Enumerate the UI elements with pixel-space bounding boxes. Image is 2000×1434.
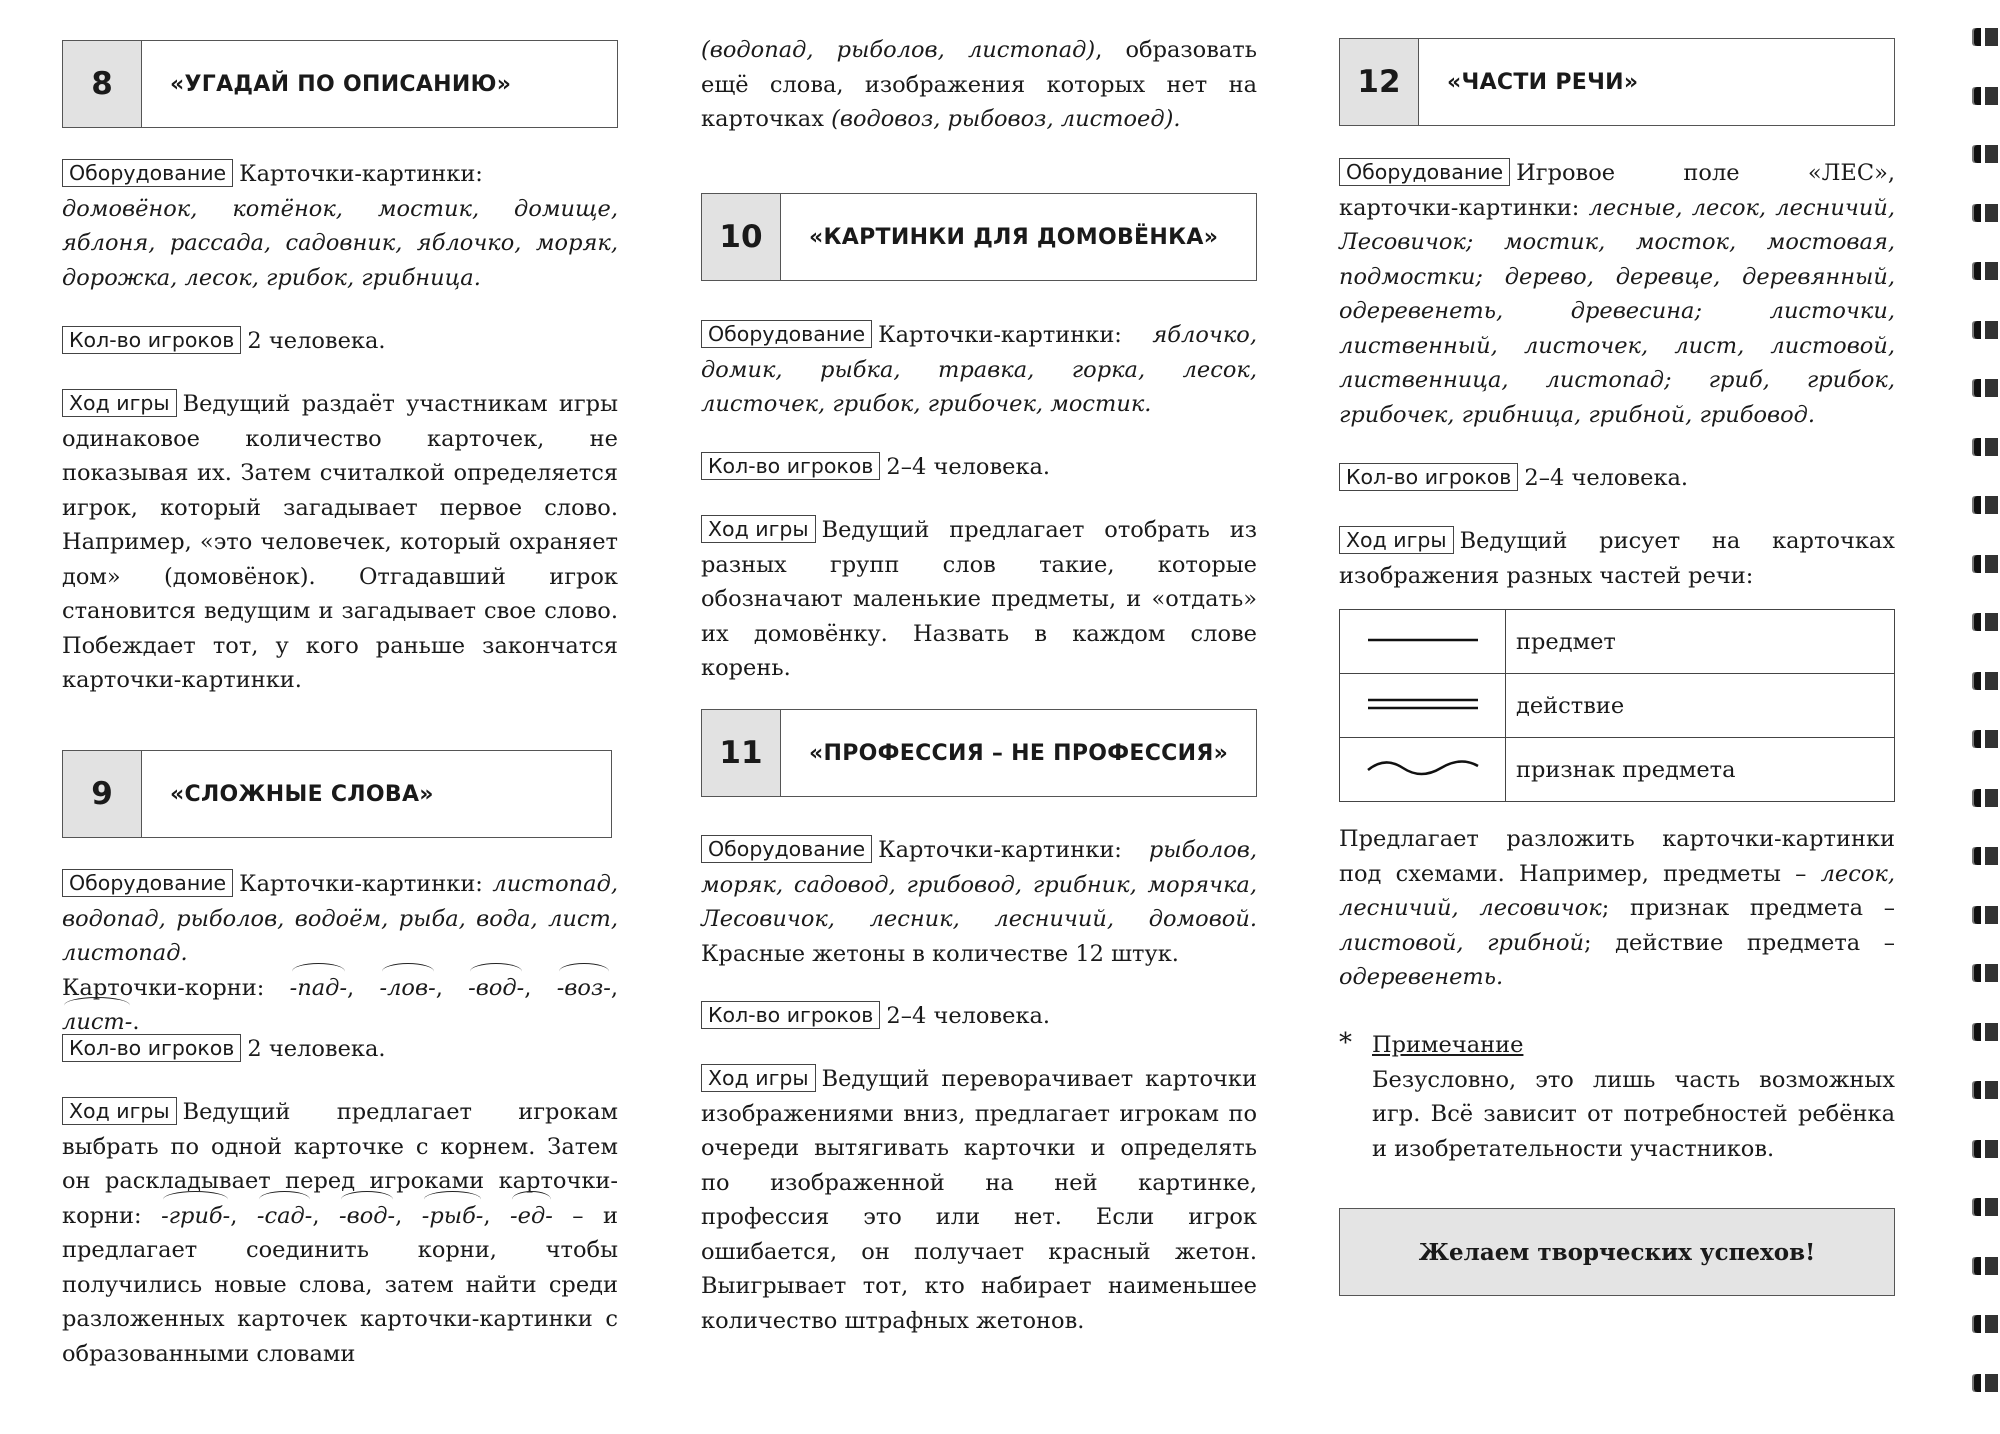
wish-banner: Желаем творческих успехов! [1339, 1208, 1895, 1296]
note-title: Примечание [1372, 1032, 1524, 1058]
game-11-number: 11 [702, 710, 781, 796]
spiral-ring [1974, 730, 1998, 748]
game-8-equipment-intro: Карточки-картинки: [239, 161, 483, 187]
game-9-players-value: 2 человека. [247, 1036, 386, 1062]
game-9-course-b: – и предлагает соединить корни, чтобы получились новые слова, затем найти среди разложенных карточек карточки-картинки с образованными словами [62, 1202, 618, 1367]
game-9-course-a: Ведущий предлагает игрокам выбрать по одной карточке с корнем. Затем он раскладывает перед игроками карточки-корни: [62, 1099, 618, 1229]
spiral-ring [1974, 87, 1998, 105]
game-12-after-action: одеревенеть. [1339, 964, 1504, 990]
course-tag: Ход игры [701, 515, 816, 543]
spiral-ring [1974, 204, 1998, 222]
game-10-equipment-items: яблочко, домик, рыбка, травка, горка, лесок, листочек, грибок, грибочек, мостик. [701, 322, 1257, 417]
game-8-players-value: 2 человека. [247, 328, 386, 354]
legend-label: действие [1506, 674, 1895, 738]
game-10-number: 10 [702, 194, 781, 280]
players-tag: Кол-во игроков [62, 1034, 241, 1062]
game-9-roots-intro: Карточки-корни: [62, 974, 265, 1001]
spiral-ring [1974, 145, 1998, 163]
game-12-course-text: Ведущий рисует на карточках изображения разных частей речи: [1339, 528, 1895, 589]
game-9-course-examples: (водопад, рыболов, листопад) [701, 37, 1096, 63]
course-tag: Ход игры [62, 1097, 177, 1125]
spiral-ring [1974, 789, 1998, 807]
root-card: -вод- [468, 971, 524, 1006]
game-9-course-examples2: (водовоз, рыбовоз, листоед). [831, 106, 1181, 132]
spiral-ring [1974, 262, 1998, 280]
game-8-equipment-items: домовёнок, котёнок, мостик, домище, яблоня, рассада, садовник, яблочко, моряк, дорожка, лесок, грибок, грибница. [62, 195, 618, 291]
root-card: -сад- [257, 1199, 312, 1234]
game-11-header [701, 709, 1257, 797]
game-12-course [1339, 524, 1895, 593]
spiral-ring [1974, 1257, 1998, 1275]
spiral-ring [1974, 28, 1998, 46]
spiral-ring [1974, 321, 1998, 339]
game-9-course-c: , образовать ещё слова, изображения которых нет на карточках [701, 37, 1257, 132]
course-tag: Ход игры [1339, 526, 1454, 554]
note [1339, 1028, 1895, 1166]
game-8-players [62, 324, 618, 359]
wavy-line-icon [1340, 738, 1506, 802]
root-card: -пад- [290, 971, 347, 1006]
players-tag: Кол-во игроков [701, 452, 880, 480]
spiral-ring [1974, 906, 1998, 924]
players-tag: Кол-во игроков [701, 1001, 880, 1029]
game-12-after-a: Предлагает разложить карточки-картинки под схемами. Например, предметы – [1339, 826, 1895, 887]
game-11-equipment-tail: Красные жетоны в количестве 12 штук. [701, 940, 1179, 967]
game-11-equipment-intro: Карточки-картинки: [878, 837, 1122, 863]
game-8-number: 8 [63, 41, 142, 127]
equipment-tag: Оборудование [701, 835, 872, 863]
game-8-header [62, 40, 618, 128]
spiral-ring [1974, 1023, 1998, 1041]
single-line-icon [1340, 610, 1506, 674]
spiral-binding [1966, 28, 2000, 1432]
spiral-ring [1974, 613, 1998, 631]
game-11-equipment [701, 833, 1257, 971]
equipment-tag: Оборудование [62, 869, 233, 897]
legend-row [1340, 674, 1895, 738]
root-card: -рыб- [422, 1199, 484, 1234]
spiral-ring [1974, 847, 1998, 865]
spiral-ring [1974, 672, 1998, 690]
legend-row [1340, 610, 1895, 674]
game-9-number: 9 [63, 751, 142, 837]
spiral-ring [1974, 555, 1998, 573]
game-12-equipment-intro: Игровое поле «ЛЕС», карточки-картинки: [1339, 160, 1895, 221]
spiral-ring [1974, 1140, 1998, 1158]
game-10-players-value: 2–4 человека. [886, 454, 1051, 480]
spiral-ring [1974, 1315, 1998, 1333]
game-9-course-continued [701, 33, 1257, 137]
game-9-course: Ход игры Ведущий предлагает игрокам выбрать по одной карточке с корнем. Затем он раскладывает перед игроками карточки-корни: -гриб-, -сад-, -вод-, -рыб-, -ед- – и предлагает соединить корни, чтобы получились новые слова, затем найти среди разложенных карточек карточки-картинки с образованными словами [62, 1099, 618, 1367]
game-11-title: «ПРОФЕССИЯ – НЕ ПРОФЕССИЯ» [809, 740, 1229, 766]
game-12-players [1339, 461, 1895, 496]
course-tag: Ход игры [62, 389, 177, 417]
game-11-players [701, 999, 1257, 1034]
game-11-equipment-items: рыболов, моряк, садовод, грибовод, грибник, морячка, Лесовичок, лесник, лесничий, домовой. [701, 837, 1257, 932]
equipment-tag: Оборудование [62, 159, 233, 187]
players-tag: Кол-во игроков [1339, 463, 1518, 491]
game-10-course [701, 513, 1257, 686]
game-9-players [62, 1032, 618, 1067]
game-11-players-value: 2–4 человека. [886, 1003, 1051, 1029]
spiral-ring [1974, 496, 1998, 514]
players-tag: Кол-во игроков [62, 326, 241, 354]
note-star: * [1339, 1028, 1352, 1058]
game-10-equipment [701, 318, 1257, 422]
parts-of-speech-legend [1339, 609, 1895, 802]
root-card: -воз- [557, 971, 611, 1006]
game-10-players [701, 450, 1257, 485]
game-10-title: «КАРТИНКИ ДЛЯ ДОМОВЁНКА» [809, 224, 1219, 250]
equipment-tag: Оборудование [1339, 158, 1510, 186]
root-card: -гриб- [161, 1199, 230, 1234]
legend-label: признак предмета [1506, 738, 1895, 802]
game-8-title: «УГАДАЙ ПО ОПИСАНИЮ» [170, 71, 512, 97]
legend-label: предмет [1506, 610, 1895, 674]
game-12-equipment-items: лесные, лесок, лесничий, Лесовичок; мостик, мосток, мостовая, подмостки; дерево, деревце, деревянный, одеревенеть, древесина; листочки, лиственный, листочек, лист, листовой, лиственница, листопад; гриб, грибок, грибочек, грибница, грибной, грибовод. [1339, 194, 1895, 428]
game-9-equipment-items: листопад, водопад, рыболов, водоём, рыба, вода, лист, листопад. [62, 871, 618, 966]
spiral-ring [1974, 1374, 1998, 1392]
game-12-equipment [1339, 156, 1895, 432]
course-tag: Ход игры [701, 1064, 816, 1092]
game-10-course-text: Ведущий предлагает отобрать из разных групп слов такие, которые обозначают маленькие предметы, и «отдать» их домовёнку. Назвать в каждом слове корень. [701, 517, 1257, 681]
spiral-ring [1974, 1081, 1998, 1099]
game-9-equipment-intro: Карточки-картинки: [239, 871, 483, 897]
spiral-ring [1974, 379, 1998, 397]
game-11-course [701, 1062, 1257, 1338]
game-12-number: 12 [1340, 39, 1419, 125]
note-text: Безусловно, это лишь часть возможных игр. Всё зависит от потребностей ребёнка и изобретательности участников. [1372, 1066, 1895, 1162]
root-card: -вод- [339, 1199, 395, 1234]
game-11-course-text: Ведущий переворачивает карточки изображениями вниз, предлагает игрокам по очереди вытягивать карточки и определять по изображенной на ней картинке, профессия это или нет. Если игрок ошибается, он получает красный жетон. Выигрывает тот, кто набирает наименьшее количество штрафных жетонов. [701, 1066, 1257, 1334]
legend-row [1340, 738, 1895, 802]
root-card: -ед- [510, 1199, 553, 1234]
root-card: лист- [62, 1005, 132, 1040]
game-12-after-objects: лесок, лесничий, лесовичок [1339, 860, 1895, 921]
game-9-header [62, 750, 612, 838]
double-line-icon [1340, 674, 1506, 738]
game-8-course [62, 387, 618, 698]
game-12-players-value: 2–4 человека. [1524, 465, 1689, 491]
game-10-header [701, 193, 1257, 281]
game-12-title: «ЧАСТИ РЕЧИ» [1447, 69, 1639, 95]
game-9-title: «СЛОЖНЫЕ СЛОВА» [170, 781, 434, 807]
spiral-ring [1974, 438, 1998, 456]
spiral-ring [1974, 1198, 1998, 1216]
game-10-equipment-intro: Карточки-картинки: [878, 322, 1122, 348]
root-card: -лов- [380, 971, 436, 1006]
game-12-after-legend [1339, 822, 1895, 995]
game-12-after-b: ; признак предмета – [1601, 895, 1895, 921]
game-12-after-c: ; действие предмета – [1584, 929, 1895, 956]
spiral-ring [1974, 964, 1998, 982]
equipment-tag: Оборудование [701, 320, 872, 348]
game-8-course-text: Ведущий раздаёт участникам игры одинаковое количество карточек, не показывая их. Затем считалкой определяется игрок, который загадывает первое слово. Например, «это человечек, который охраняет дом» (домовёнок). Отгадавший игрок становится ведущим и загадывает свое слово. Побеждает тот, у кого раньше закончатся карточки-картинки. [62, 391, 618, 693]
game-9-equipment: Оборудование Карточки-картинки: листопад, водопад, рыболов, водоём, рыба, вода, лист, листопад. Карточки-корни: -пад-, -лов-, -вод-, -воз-, лист-. [62, 867, 618, 1040]
game-12-header [1339, 38, 1895, 126]
game-12-after-attr: листовой, грибной [1339, 929, 1585, 956]
game-8-equipment [62, 157, 618, 295]
